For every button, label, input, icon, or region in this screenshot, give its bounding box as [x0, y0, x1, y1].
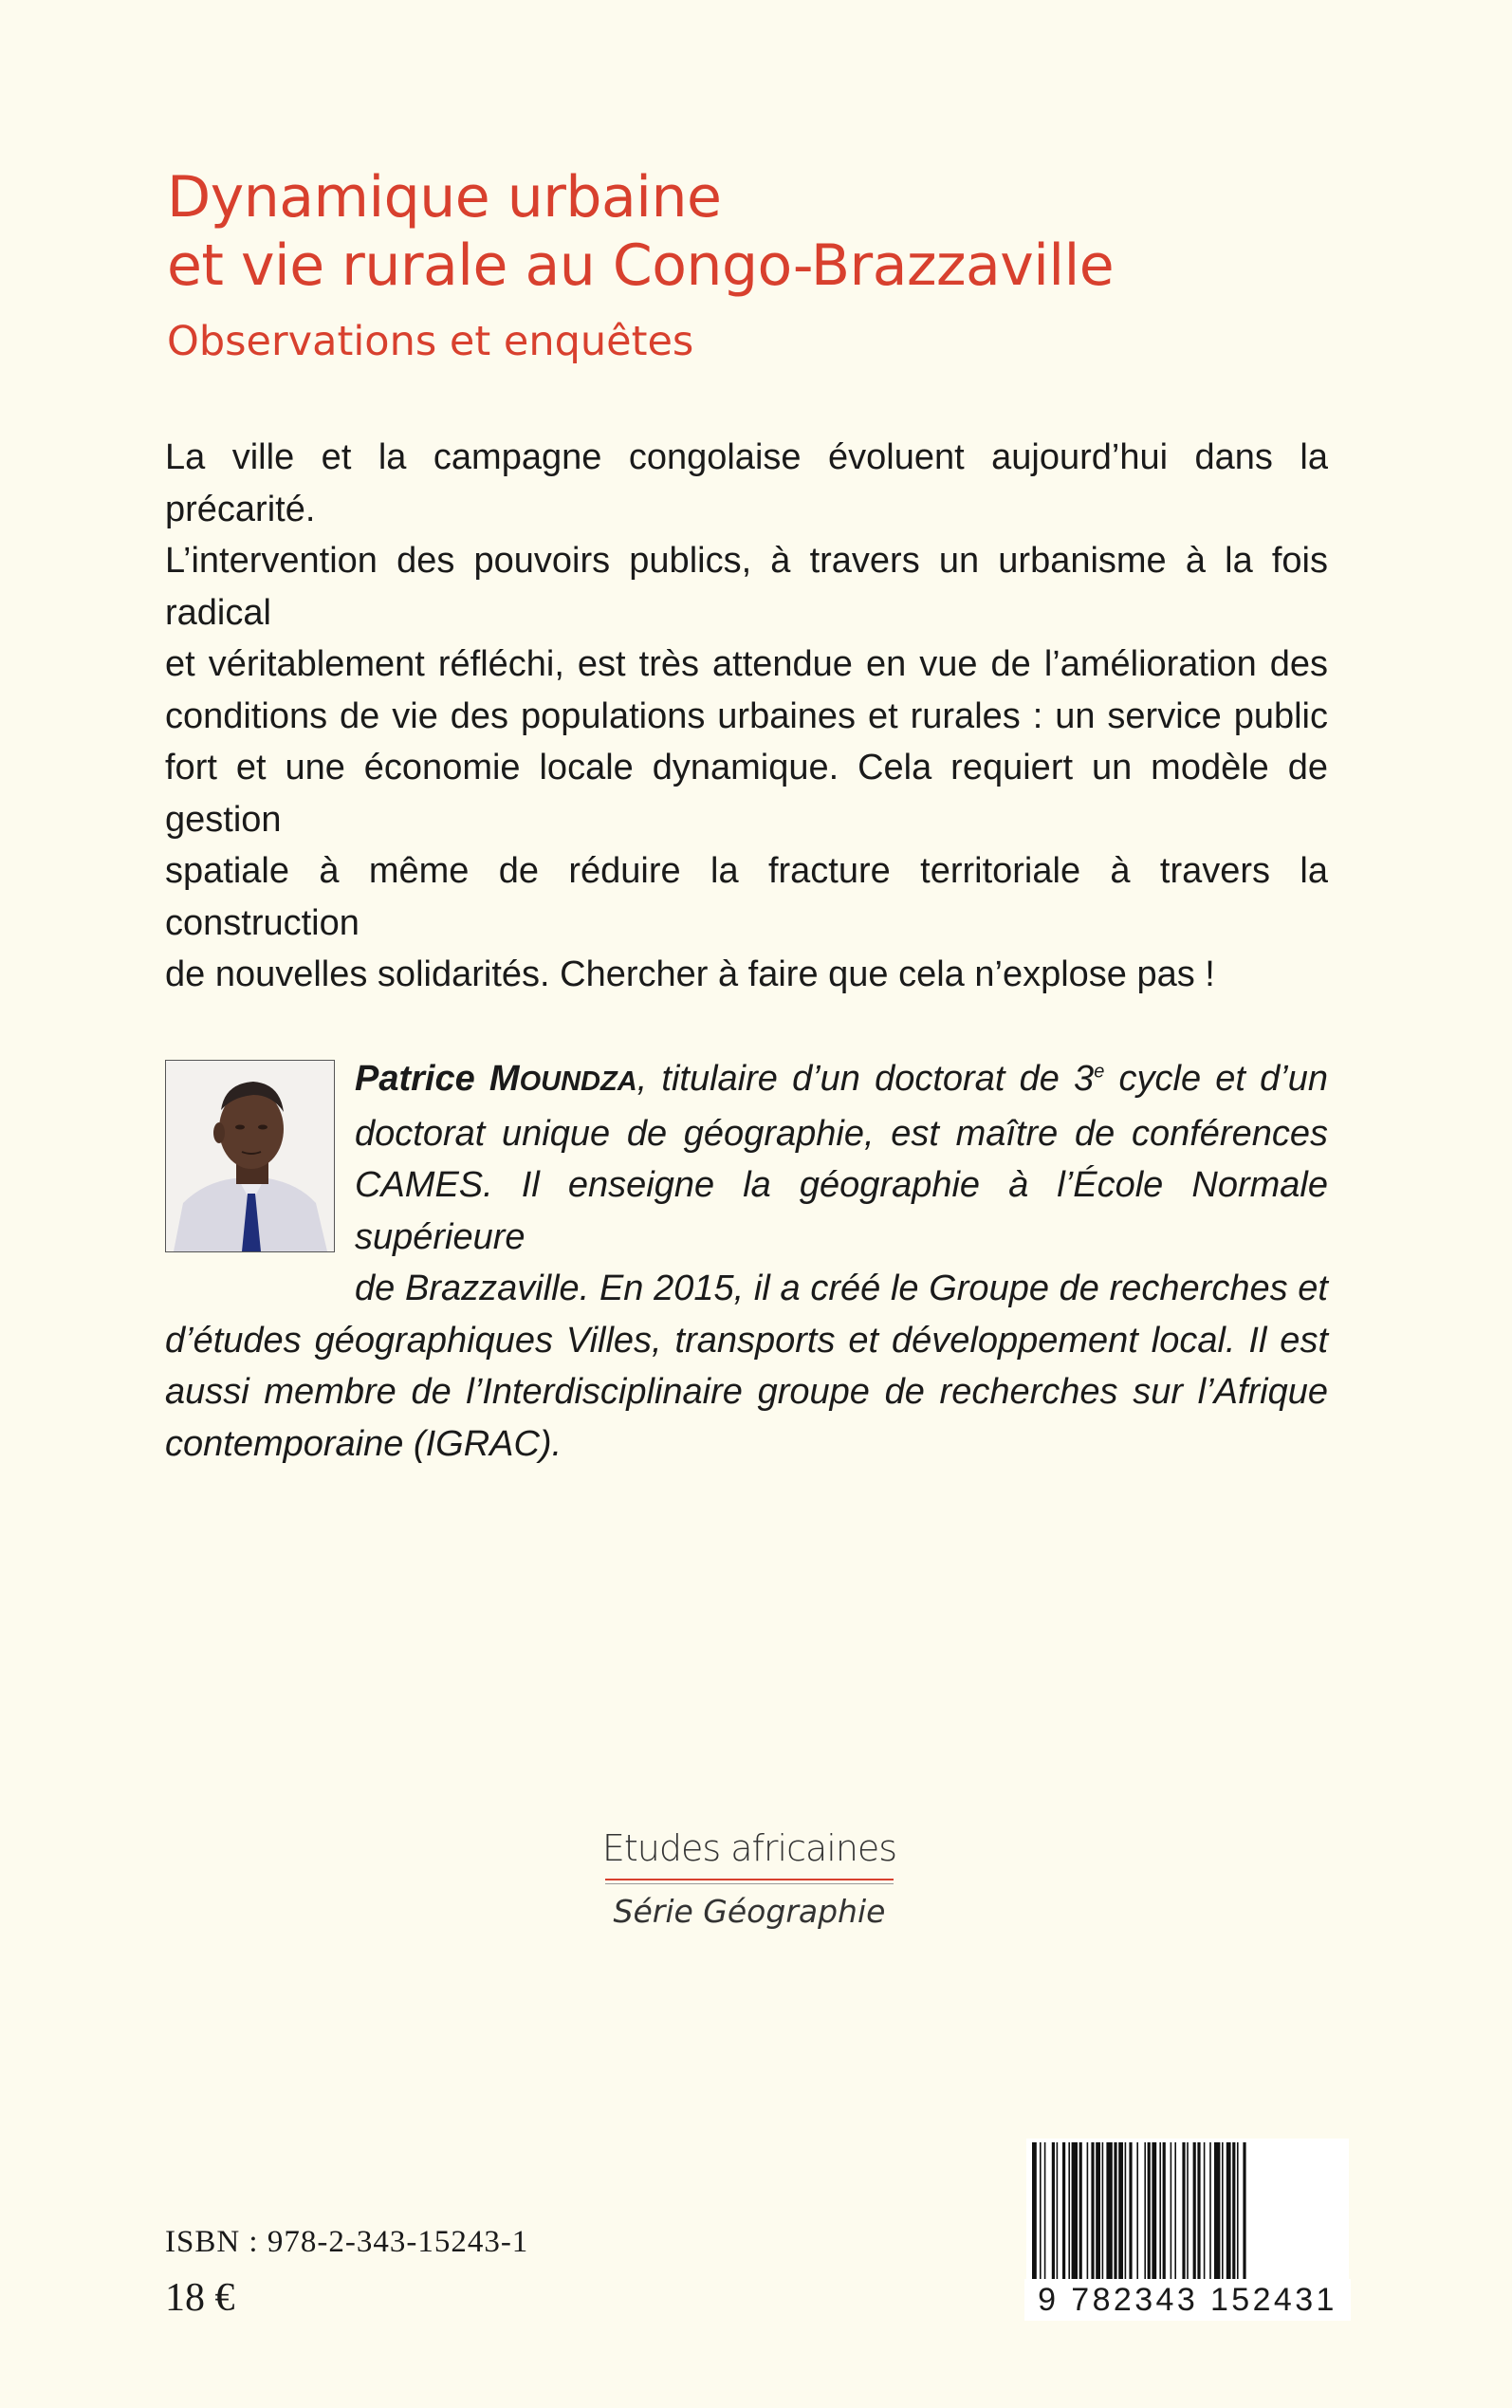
- bio-line: Patrice MOUNDZA, titulaire d’un doctorat de 3e cycle et d’un: [355, 1059, 1328, 1099]
- bio-line: aussi membre de l’Interdisciplinaire groupe de recherches sur l’Afrique: [165, 1372, 1328, 1412]
- summary-line: fort et une économie locale dynamique. Cela requiert un modèle de gestion: [165, 748, 1328, 840]
- summary-line: La ville et la campagne congolaise évoluent aujourd’hui dans la précarité.: [165, 437, 1328, 529]
- isbn-text: ISBN : 978-2-343-15243-1: [165, 2225, 529, 2259]
- summary-line: L’intervention des pouvoirs publics, à travers un urbanisme à la fois radical: [165, 541, 1328, 633]
- price-text: 18 €: [165, 2276, 235, 2320]
- back-cover-summary: [165, 432, 1328, 1001]
- bio-line: doctorat unique de géographie, est maître de conférences: [355, 1113, 1328, 1154]
- series-name: Etudes africaines: [601, 1827, 897, 1869]
- author-name: Patrice MOUNDZA: [355, 1059, 637, 1099]
- summary-line: de nouvelles solidarités. Chercher à faire que cela n’explose pas !: [165, 954, 1215, 994]
- bio-line: contemporaine (IGRAC).: [165, 1423, 562, 1464]
- series-logo: [598, 1824, 901, 1936]
- series-subtitle: Série Géographie: [613, 1893, 886, 1930]
- title-line-2: et vie rurale au Congo-Brazzaville: [167, 232, 1115, 299]
- barcode-digits: 9 782343 152431: [1024, 2279, 1351, 2321]
- bio-line: de Brazzaville. En 2015, il a créé le Groupe de recherches et: [355, 1269, 1328, 1308]
- summary-line: conditions de vie des populations urbaines et rurales : un service public: [165, 695, 1328, 736]
- summary-line: spatiale à même de réduire la fracture territoriale à travers la construction: [165, 851, 1328, 943]
- series-rule-thin: [605, 1883, 894, 1884]
- book-title: [167, 163, 1353, 300]
- summary-line: et véritablement réfléchi, est très attendue en vue de l’amélioration des: [165, 644, 1328, 684]
- book-subtitle: Observations et enquêtes: [167, 318, 694, 365]
- author-biography: [165, 1053, 1328, 1470]
- title-line-1: Dynamique urbaine: [167, 164, 722, 231]
- bio-line: CAMES. Il enseigne la géographie à l’École Normale supérieure: [355, 1165, 1328, 1257]
- bio-line: d’études géographiques Villes, transports et développement local. Il est: [165, 1320, 1328, 1361]
- series-rule: [605, 1879, 894, 1880]
